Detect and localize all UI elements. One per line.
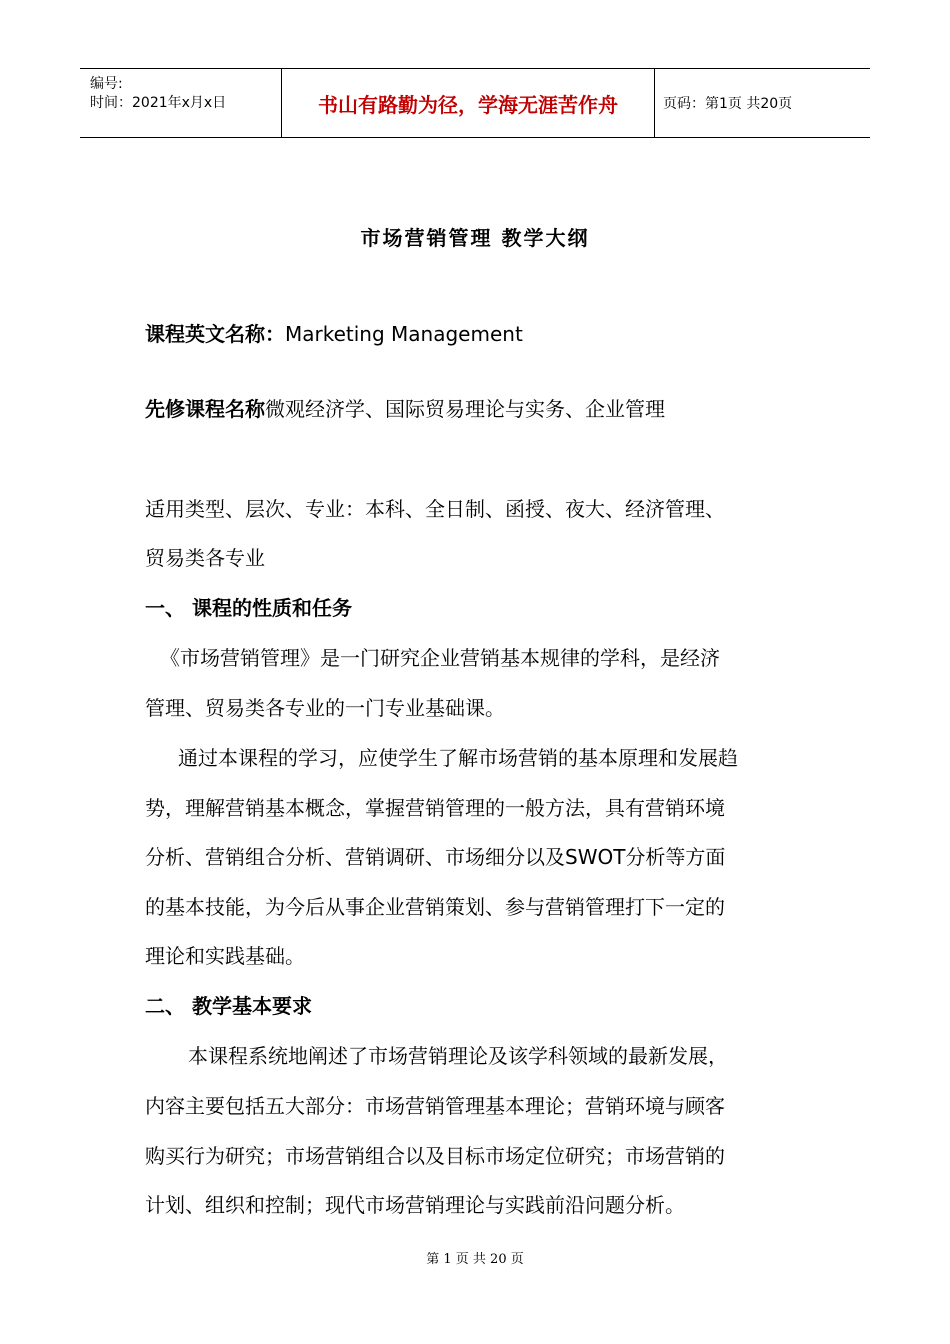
paragraph2-line1: 通过本课程的学习，应使学生了解市场营销的基本原理和发展趋 [178,746,738,770]
english-name-label: 课程英文名称： [145,322,285,346]
applicable-line-1: 适用类型、层次、专业：本科、全日制、函授、夜大、经济管理、 [145,497,725,521]
section1-heading: 一、 课程的性质和任务 [145,596,352,620]
paragraph3-line3: 购买行为研究；市场营销组合以及目标市场定位研究；市场营销的 [145,1144,725,1168]
page-footer: 第 1 页 共 20 页 [426,1252,524,1267]
header-time: 时间：2021年x月x日 [90,95,227,111]
paragraph2-line2: 势，理解营销基本概念，掌握营销管理的一般方法，具有营销环境 [145,796,725,820]
paragraph3-line4: 计划、组织和控制；现代市场营销理论与实践前沿问题分析。 [145,1193,685,1217]
section2-heading: 二、 教学基本要求 [145,994,312,1018]
header-motto: 书山有路勤为径，学海无涯苦作舟 [282,69,655,137]
header-meta [80,69,282,137]
paragraph3-line2: 内容主要包括五大部分：市场营销管理基本理论；营销环境与顾客 [145,1094,725,1118]
prereq-value: 微观经济学、国际贸易理论与实务、企业管理 [265,397,665,421]
english-name-value: Marketing Management [285,322,523,346]
header-page-info: 页码：第1页 共20页 [663,96,793,112]
applicable-line-2: 贸易类各专业 [145,546,265,570]
paragraph2-line5: 理论和实践基础。 [145,944,305,968]
page-header [80,68,870,138]
prereq-label: 先修课程名称 [145,397,265,421]
paragraph2-line3: 分析、营销组合分析、营销调研、市场细分以及SWOT分析等方面 [145,845,726,869]
paragraph3-line1: 本课程系统地阐述了市场营销理论及该学科领域的最新发展， [188,1044,728,1068]
english-name-line [145,322,810,346]
paragraph2-line4: 的基本技能，为今后从事企业营销策划、参与营销管理打下一定的 [145,895,725,919]
document-title: 市场营销管理 教学大纲 [360,226,590,250]
header-number: 编号: [90,76,123,92]
paragraph1-line2: 管理、贸易类各专业的一门专业基础课。 [145,696,505,720]
paragraph1-line1: 《市场营销管理》是一门研究企业营销基本规律的学科，是经济 [160,646,720,670]
prereq-line [145,397,810,421]
